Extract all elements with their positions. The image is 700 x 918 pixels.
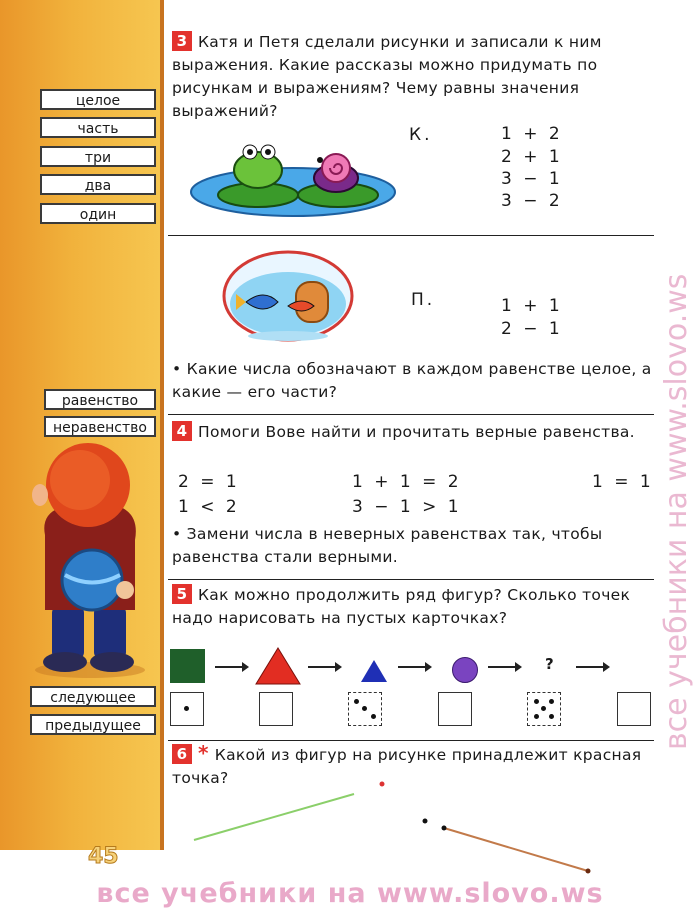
dot <box>362 706 367 711</box>
dot <box>549 714 554 719</box>
word-card-tri: три <box>40 146 156 167</box>
task-4-text <box>172 421 654 444</box>
boy-illustration <box>10 440 160 680</box>
dot <box>549 699 554 704</box>
task-6-body: Какой из фигур на рисунке принадлежит красная точка? <box>172 746 642 787</box>
shape-blue-triangle <box>359 658 389 684</box>
task-5-body: Как можно продолжить ряд фигур? Сколько точек надо нарисовать на пустых карточках? <box>172 586 631 627</box>
word-card-sleduyushchee: следующее <box>30 686 156 707</box>
equality-3: 1 = 1 <box>592 472 654 492</box>
dot-card-3 <box>348 692 382 726</box>
dot <box>371 714 376 719</box>
word-card-predydushchee: предыдущее <box>30 714 156 735</box>
divider-task-4 <box>168 414 654 415</box>
dot-card-5 <box>527 692 561 726</box>
dot <box>184 706 189 711</box>
task-3-text <box>172 31 654 123</box>
arrow-3 <box>398 666 430 668</box>
equality-5: 3 − 1 > 1 <box>352 497 462 517</box>
k-expr-4: 3 − 2 <box>501 191 563 211</box>
task-3-body: Катя и Петя сделали рисунки и записали к ним выражения. Какие рассказы можно придумать по рисункам и выражениям? Чему равны значения выражений? <box>172 33 602 120</box>
task-6-star: * <box>198 741 209 765</box>
task-3-question: • Какие числа обозначают в каждом равенстве целое, а какие — его части? <box>172 360 652 401</box>
word-card-neravenstvo: неравенство <box>44 416 156 437</box>
watermark-bottom: все учебники на www.slovo.ws <box>96 878 604 909</box>
k-expr-2: 2 + 1 <box>501 147 563 167</box>
svg-text:все учебники на www.slovo.ws: все учебники на www.slovo.ws <box>659 273 694 750</box>
k-expr-3: 3 − 1 <box>501 169 563 189</box>
page-number: 45 <box>88 844 119 869</box>
divider-task-5 <box>168 579 654 580</box>
dot-card-2 <box>259 692 293 726</box>
task-4-body: Помоги Вове найти и прочитать верные равенства. <box>198 423 635 441</box>
task-5-badge: 5 <box>172 584 192 604</box>
word-card-ravenstvo: равенство <box>44 389 156 410</box>
p-expr-2: 2 − 1 <box>501 319 563 339</box>
dot <box>534 714 539 719</box>
task-4-badge: 4 <box>172 421 192 441</box>
dot-card-4 <box>438 692 472 726</box>
arrow-1 <box>215 666 247 668</box>
arrow-5 <box>576 666 608 668</box>
k-expr-1: 1 + 2 <box>501 124 563 144</box>
shape-red-triangle <box>254 646 302 686</box>
arrow-2 <box>308 666 340 668</box>
fishbowl-picture <box>218 244 358 344</box>
word-card-odin: один <box>40 203 156 224</box>
frog-snail-picture <box>188 130 398 220</box>
divider-task-6 <box>168 740 654 741</box>
word-card-chast: часть <box>40 117 156 138</box>
equality-2: 1 + 1 = 2 <box>352 472 462 492</box>
k-label: К. <box>409 125 433 145</box>
sidebar-edge <box>160 0 164 850</box>
p-expr-1: 1 + 1 <box>501 296 563 316</box>
dot <box>354 699 359 704</box>
watermark-vertical <box>658 130 698 760</box>
divider-k-p <box>168 235 654 236</box>
dot <box>534 699 539 704</box>
task-4-instruction: • Замени числа в неверных равенствах так, чтобы равенства стали верными. <box>172 525 603 566</box>
equality-4: 1 < 2 <box>178 497 240 517</box>
word-card-tseloe: целое <box>40 89 156 110</box>
arrow-4 <box>488 666 520 668</box>
word-card-dva: два <box>40 174 156 195</box>
shape-green-square <box>170 649 205 683</box>
task-6-badge: 6 <box>172 744 192 764</box>
shape-purple-circle <box>452 657 478 683</box>
p-label: П. <box>411 290 436 310</box>
task-6-figure <box>168 775 648 875</box>
dot-card-6 <box>617 692 651 726</box>
task-5-text <box>172 584 654 630</box>
question-mark: ? <box>545 655 554 673</box>
equality-1: 2 = 1 <box>178 472 240 492</box>
dot-card-1 <box>170 692 204 726</box>
task-3-badge: 3 <box>172 31 192 51</box>
dot <box>541 706 546 711</box>
